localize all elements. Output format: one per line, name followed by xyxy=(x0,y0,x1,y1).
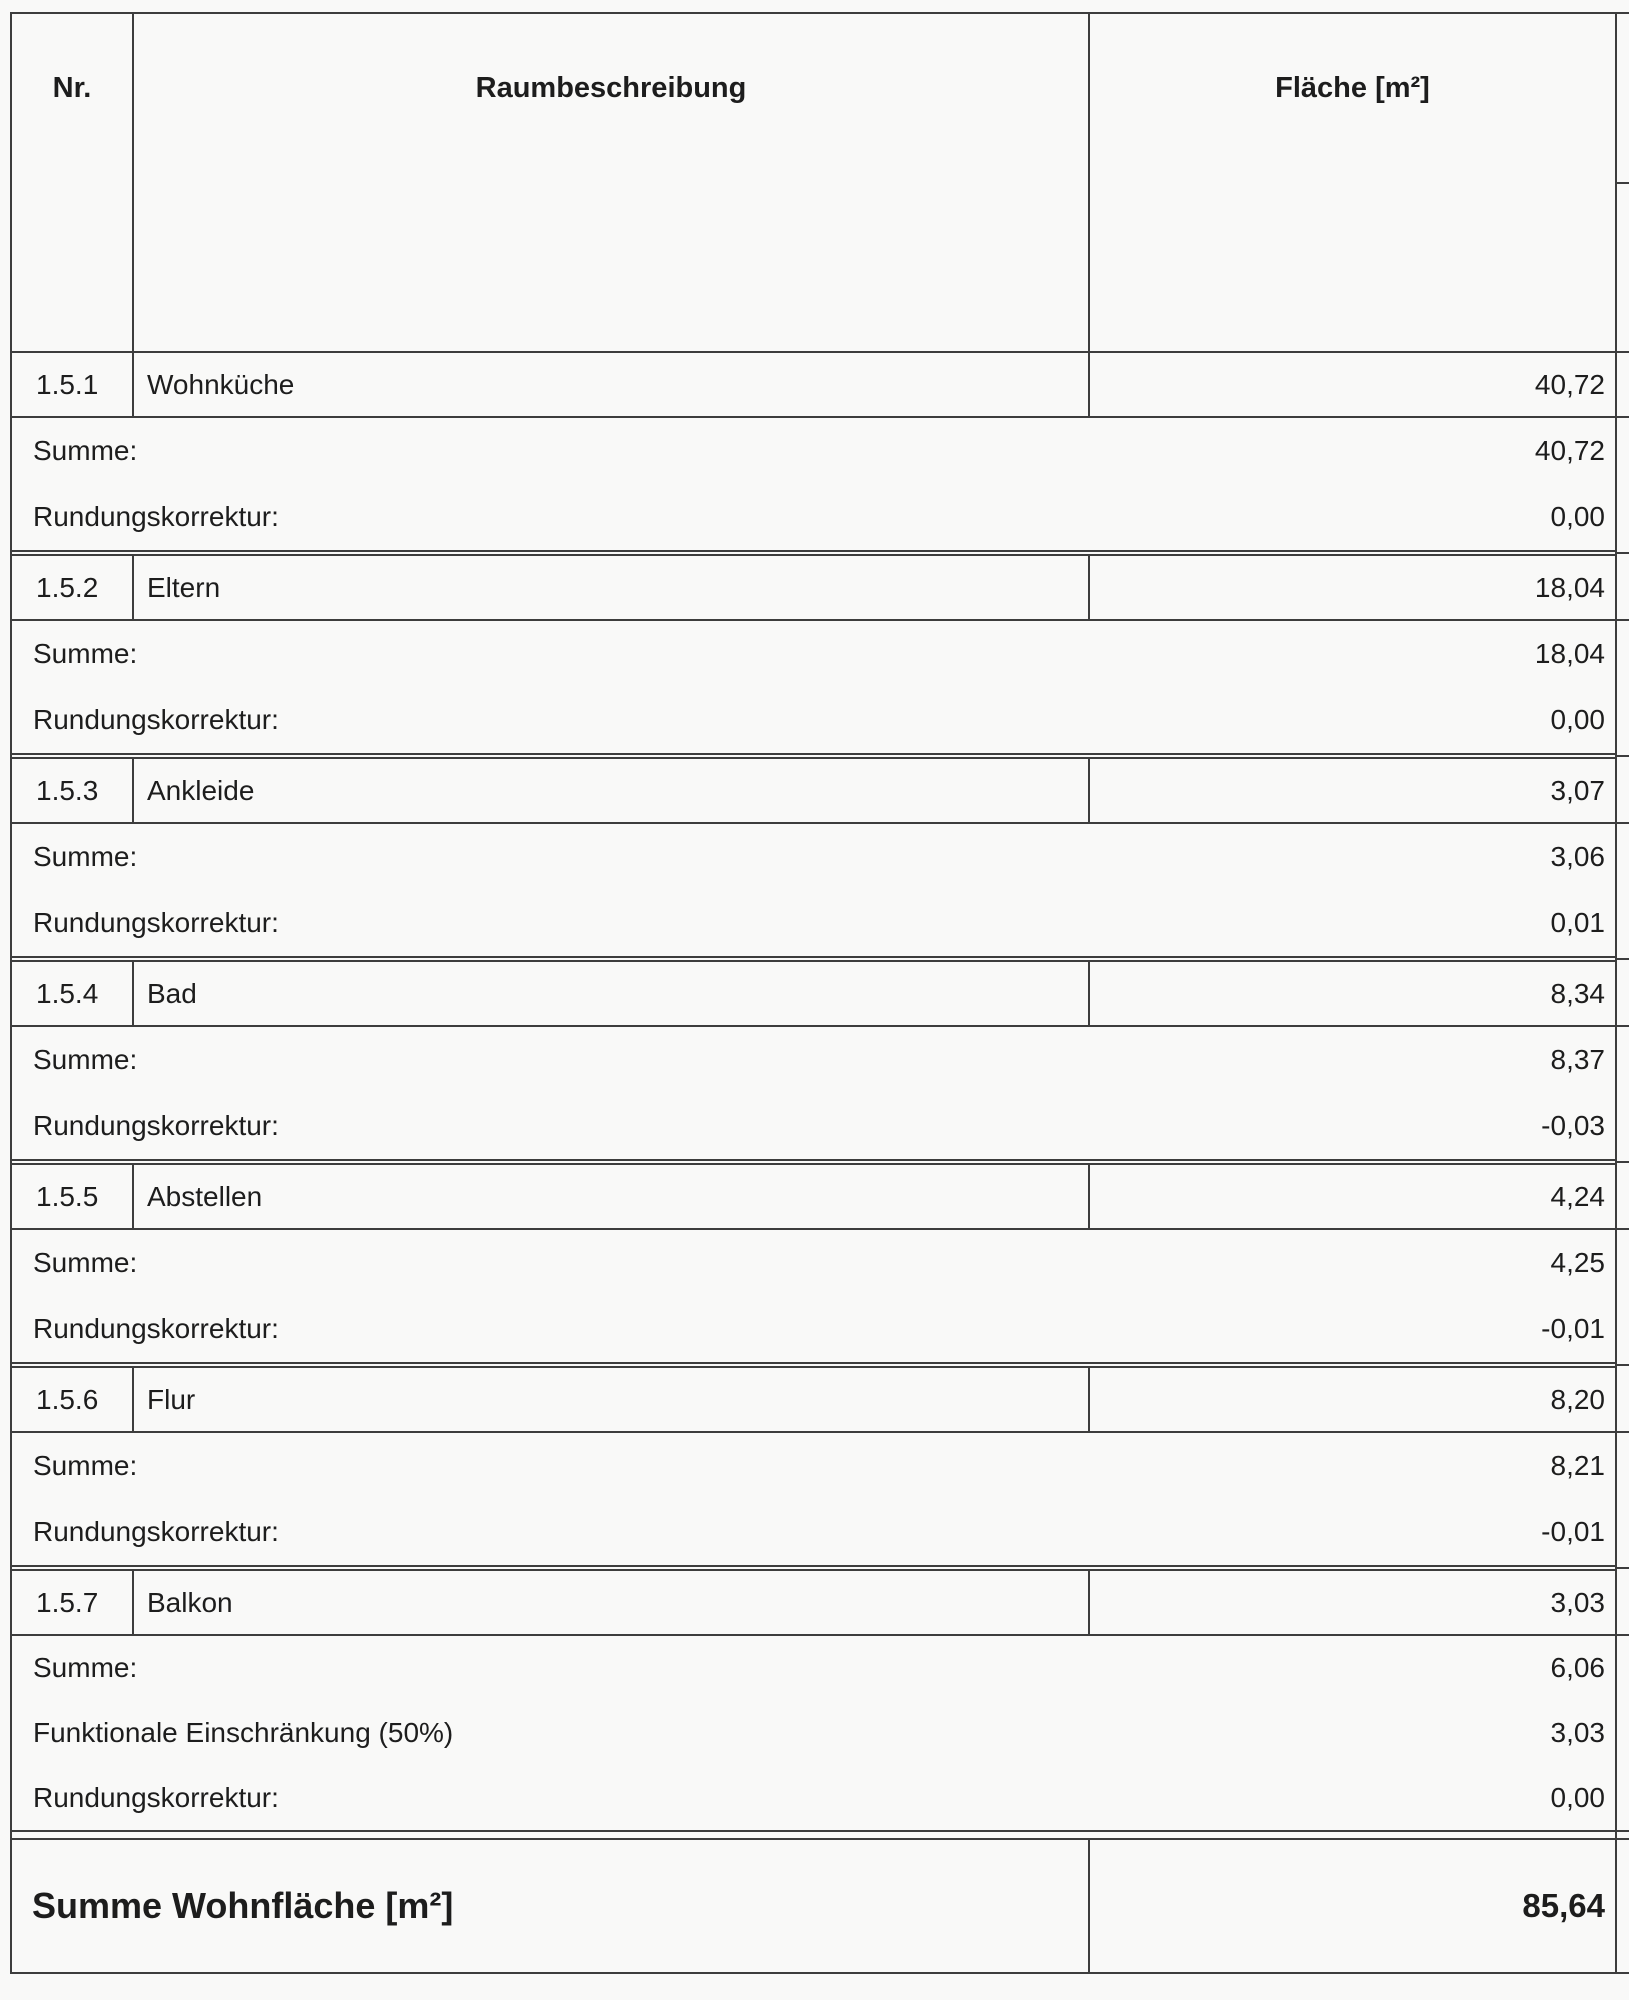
sum-value: 6,06 xyxy=(1550,1652,1605,1684)
room-name: Ankleide xyxy=(134,759,1090,822)
sum-label: Summe: xyxy=(33,1044,138,1075)
rounding-label: Rundungskorrektur: xyxy=(33,501,279,532)
table-continuation-tick xyxy=(1617,1431,1629,1433)
table-continuation-tick xyxy=(1617,1161,1629,1163)
functional-reduction-label: Funktionale Einschränkung (50%) xyxy=(33,1717,454,1748)
rounding-label: Rundungskorrektur: xyxy=(33,1781,279,1813)
sum-label: Summe: xyxy=(33,841,138,872)
room-nr: 1.5.2 xyxy=(12,556,134,619)
table-right-border xyxy=(1615,12,1617,1972)
room-name: Balkon xyxy=(134,1571,1090,1634)
sum-block xyxy=(10,416,1617,552)
sum-row xyxy=(12,418,1615,484)
rounding-value: -0,01 xyxy=(1541,1313,1605,1344)
rounding-label: Rundungskorrektur: xyxy=(33,1110,279,1141)
room-area-value: 3,03 xyxy=(1550,1586,1605,1618)
room-name: Eltern xyxy=(134,556,1090,619)
sum-value: 40,72 xyxy=(1534,435,1605,466)
sum-block xyxy=(10,1228,1617,1364)
table-header-row xyxy=(10,12,1617,353)
table-left-border xyxy=(10,12,12,1972)
sum-value: 18,04 xyxy=(1534,638,1605,669)
sum-value: 8,37 xyxy=(1550,1044,1605,1075)
rounding-row xyxy=(12,1093,1615,1159)
room-area-value: 3,07 xyxy=(1550,774,1605,806)
room-row xyxy=(10,1366,1617,1433)
rounding-value: 0,00 xyxy=(1550,501,1605,532)
table-continuation-tick xyxy=(1617,1567,1629,1569)
sum-label: Summe: xyxy=(33,638,138,669)
total-row xyxy=(10,1838,1617,1974)
room-row xyxy=(10,554,1617,621)
table-continuation-tick xyxy=(1617,1364,1629,1366)
table-continuation-tick xyxy=(1617,1972,1629,1974)
rounding-label: Rundungskorrektur: xyxy=(33,1516,279,1547)
room-row xyxy=(10,1569,1617,1636)
sum-row xyxy=(12,621,1615,687)
sum-block xyxy=(10,822,1617,958)
sum-label: Summe: xyxy=(33,1247,138,1278)
room-area-value: 8,34 xyxy=(1550,977,1605,1009)
rounding-label: Rundungskorrektur: xyxy=(33,1313,279,1344)
sum-label: Summe: xyxy=(33,1652,138,1684)
room-area-value: 18,04 xyxy=(1534,571,1605,603)
room-name: Abstellen xyxy=(134,1165,1090,1228)
rounding-row xyxy=(12,1296,1615,1362)
rounding-value: 0,00 xyxy=(1550,704,1605,735)
rounding-row xyxy=(12,890,1615,956)
total-value: 85,64 xyxy=(1522,1887,1605,1924)
room-area-value: 8,20 xyxy=(1550,1383,1605,1415)
table-continuation-tick xyxy=(1617,619,1629,621)
table-continuation-tick xyxy=(1617,1228,1629,1230)
table-continuation-tick xyxy=(1617,12,1629,14)
rounding-row xyxy=(12,1765,1615,1830)
sum-row xyxy=(12,1636,1615,1701)
sum-label: Summe: xyxy=(33,435,138,466)
room-row xyxy=(10,1163,1617,1230)
room-name: Bad xyxy=(134,962,1090,1025)
table-continuation-tick xyxy=(1617,1838,1629,1840)
sum-value: 3,06 xyxy=(1550,841,1605,872)
sum-block xyxy=(10,1431,1617,1567)
table-continuation-tick xyxy=(1617,416,1629,418)
table-continuation-tick xyxy=(1617,552,1629,554)
rounding-row xyxy=(12,687,1615,753)
total-label: Summe Wohnfläche [m²] xyxy=(12,1840,1090,1972)
room-nr: 1.5.5 xyxy=(12,1165,134,1228)
room-name: Flur xyxy=(134,1368,1090,1431)
room-nr: 1.5.6 xyxy=(12,1368,134,1431)
table-continuation-tick xyxy=(1617,958,1629,960)
table-continuation-tick xyxy=(1617,182,1629,184)
sum-row xyxy=(12,824,1615,890)
room-name: Wohnküche xyxy=(134,353,1090,416)
rounding-label: Rundungskorrektur: xyxy=(33,704,279,735)
sum-value: 4,25 xyxy=(1550,1247,1605,1278)
table-continuation-tick xyxy=(1617,351,1629,353)
rounding-value: -0,03 xyxy=(1541,1110,1605,1141)
room-row xyxy=(10,757,1617,824)
sum-block xyxy=(10,1634,1617,1832)
room-row xyxy=(10,960,1617,1027)
table-continuation-tick xyxy=(1617,755,1629,757)
sum-row xyxy=(12,1433,1615,1499)
room-nr: 1.5.3 xyxy=(12,759,134,822)
rounding-row xyxy=(12,484,1615,550)
rounding-row xyxy=(12,1499,1615,1565)
rounding-value: -0,01 xyxy=(1541,1516,1605,1547)
room-row xyxy=(10,351,1617,418)
sum-row xyxy=(12,1027,1615,1093)
room-area-value: 40,72 xyxy=(1534,368,1605,400)
sum-label: Summe: xyxy=(33,1450,138,1481)
sum-block xyxy=(10,619,1617,755)
rounding-label: Rundungskorrektur: xyxy=(33,907,279,938)
room-area-value: 4,24 xyxy=(1550,1180,1605,1212)
rounding-value: 0,00 xyxy=(1550,1781,1605,1813)
col-header-nr: Nr. xyxy=(12,14,134,351)
sum-value: 8,21 xyxy=(1550,1450,1605,1481)
table-continuation-tick xyxy=(1617,1830,1629,1832)
room-nr: 1.5.1 xyxy=(12,353,134,416)
sum-row xyxy=(12,1230,1615,1296)
functional-reduction-row xyxy=(12,1701,1615,1766)
col-header-raumbeschreibung: Raumbeschreibung xyxy=(134,14,1090,351)
room-nr: 1.5.7 xyxy=(12,1571,134,1634)
room-nr: 1.5.4 xyxy=(12,962,134,1025)
sum-block xyxy=(10,1025,1617,1161)
col-header-flaeche: Fläche [m²] xyxy=(1275,72,1430,104)
table-continuation-tick xyxy=(1617,1025,1629,1027)
table-continuation-tick xyxy=(1617,822,1629,824)
table-continuation-tick xyxy=(1617,1634,1629,1636)
functional-reduction-value: 3,03 xyxy=(1550,1717,1605,1748)
rounding-value: 0,01 xyxy=(1550,907,1605,938)
